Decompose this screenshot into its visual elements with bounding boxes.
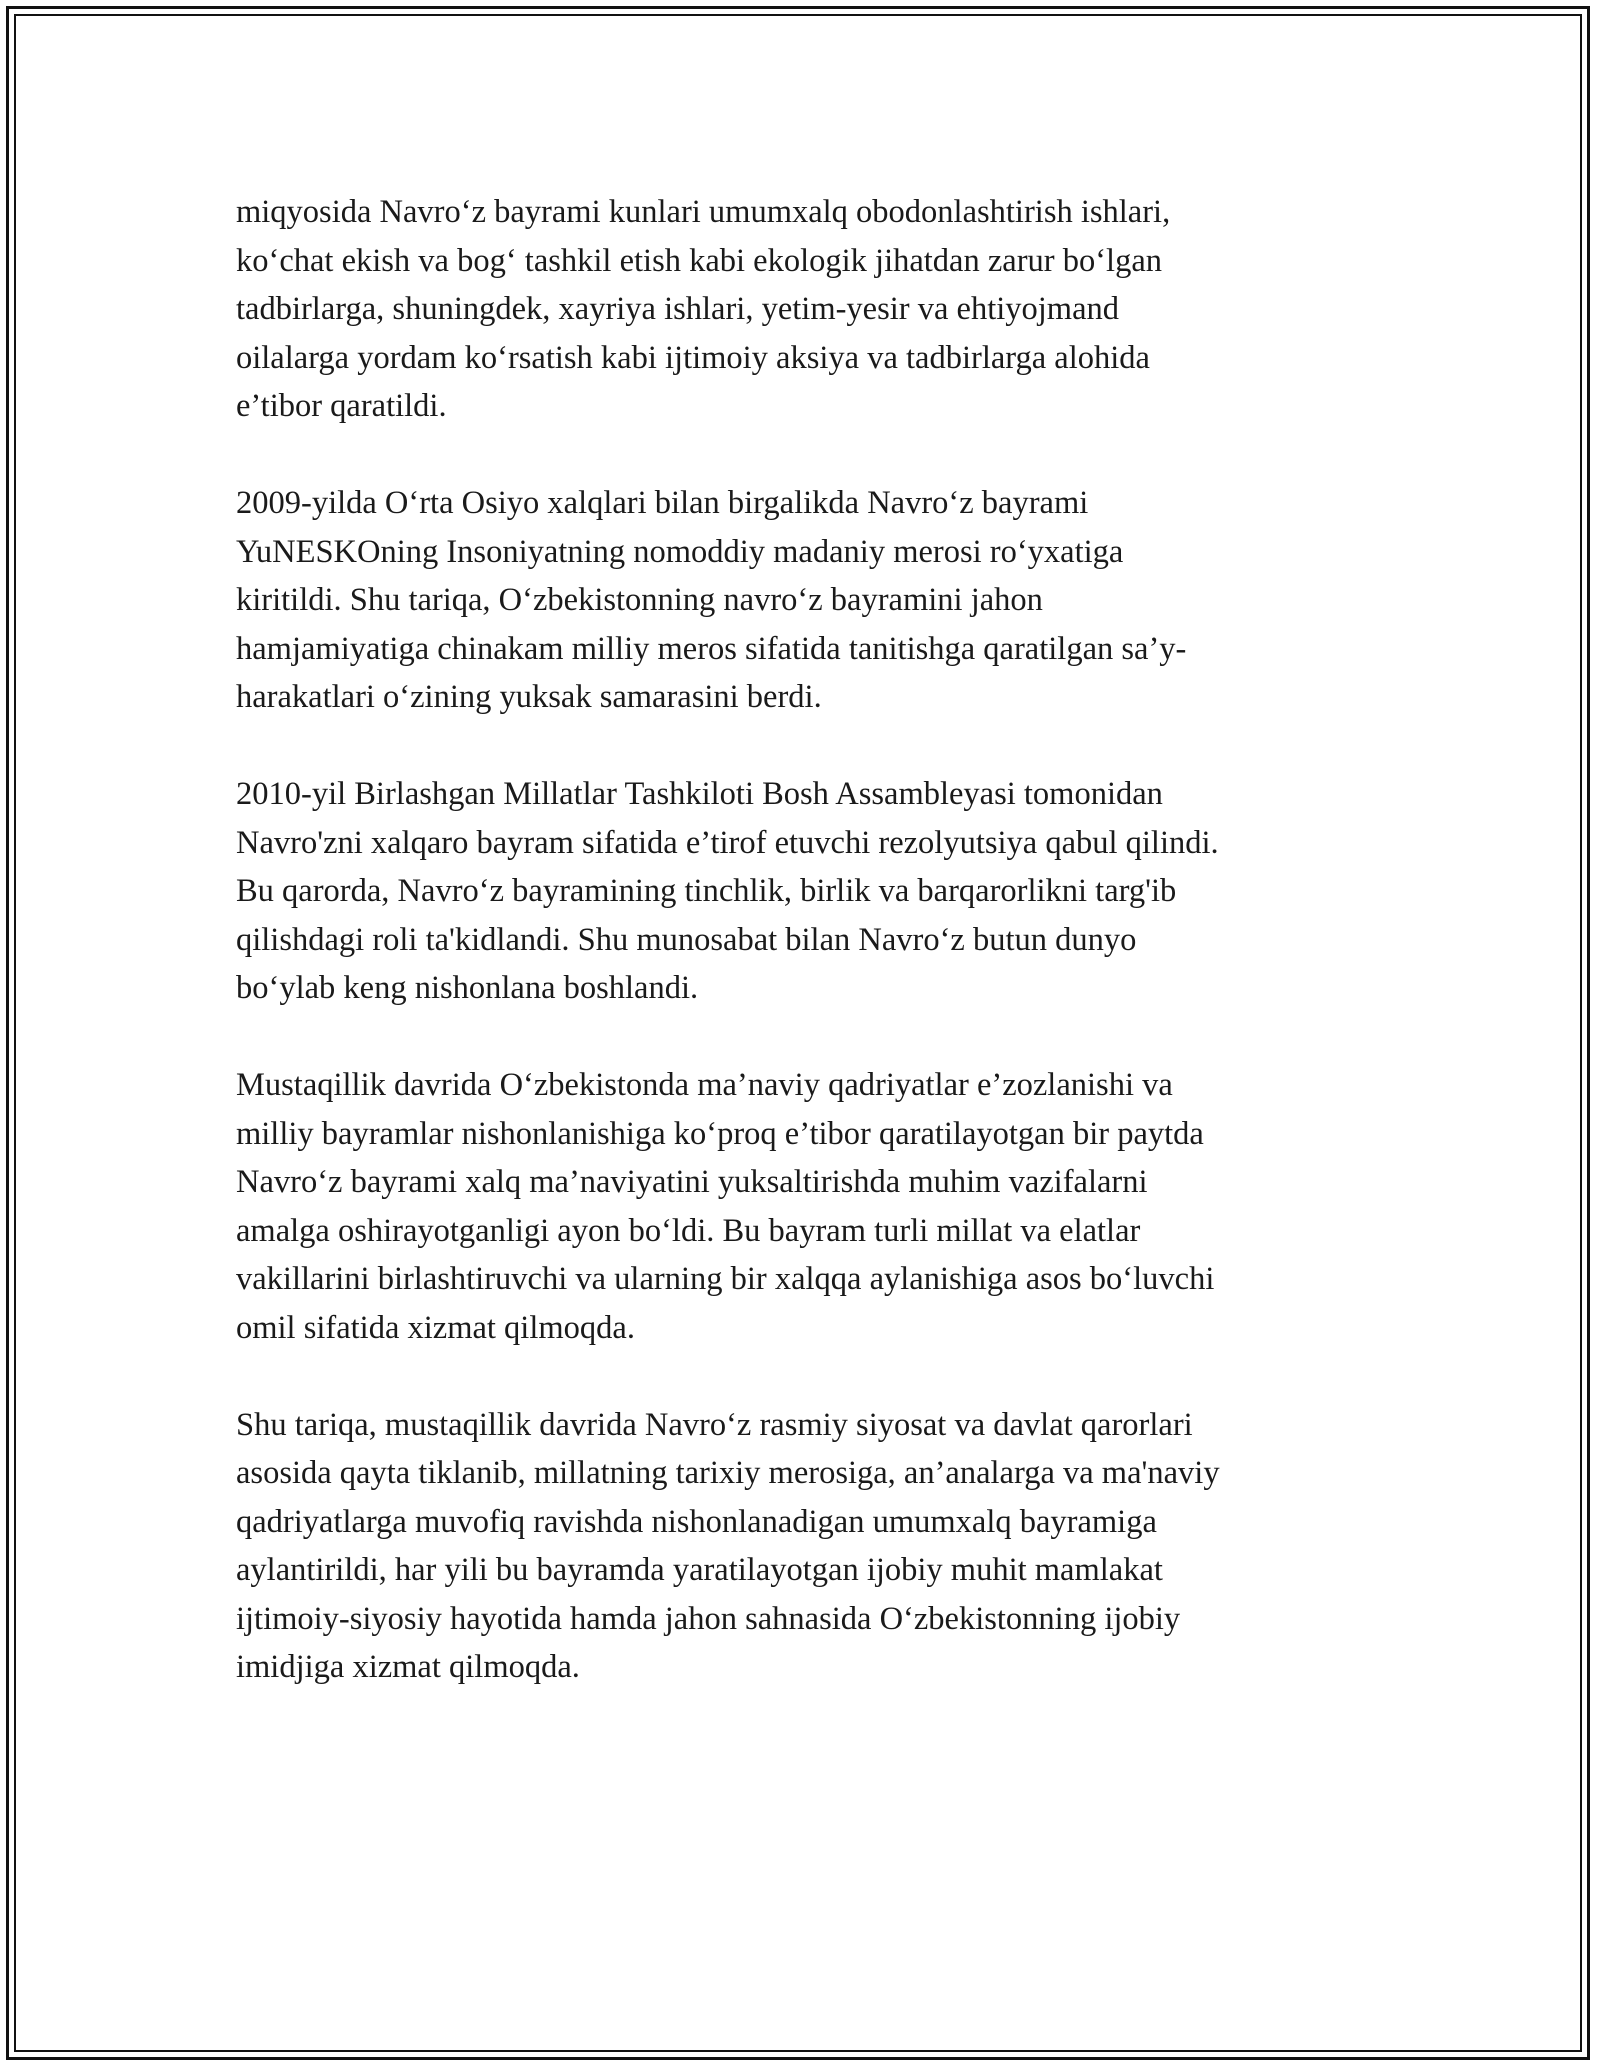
text-line: 2009-yilda O‘rta Osiyo xalqlari bilan birgalikda Navro‘z bayrami — [236, 485, 1089, 521]
document-body — [236, 188, 1376, 1740]
text-line: 2010-yil Birlashgan Millatlar Tashkiloti Bosh Assambleyasi tomonidan — [236, 776, 1163, 812]
text-line: Navro‘z bayrami xalq ma’naviyatini yuksaltirishda muhim vazifalarni — [236, 1164, 1148, 1200]
text-line: Bu qarorda, Navro‘z bayramining tinchlik, birlik va barqarorlikni targ'ib — [236, 873, 1177, 909]
text-line: bo‘ylab keng nishonlana boshlandi. — [236, 970, 699, 1006]
text-line: amalga oshirayotganligi ayon bo‘ldi. Bu bayram turli millat va elatlar — [236, 1212, 1141, 1249]
text-line: harakatlari o‘zining yuksak samarasini berdi. — [236, 679, 822, 715]
text-line: YuNESKOning Insoniyatning nomoddiy madaniy merosi ro‘yxatiga — [236, 533, 1124, 570]
paragraph-4 — [236, 1061, 1376, 1352]
text-line: ijtimoiy-siyosiy hayotida hamda jahon sahnasida O‘zbekistonning ijobiy — [236, 1600, 1181, 1637]
paragraph-3 — [236, 770, 1376, 1013]
text-line: asosida qayta tiklanib, millatning tarixiy merosiga, an’analarga va ma'naviy — [236, 1455, 1220, 1491]
text-line: Navro'zni xalqaro bayram sifatida e’tirof etuvchi rezolyutsiya qabul qilindi. — [236, 824, 1219, 861]
text-line: omil sifatida xizmat qilmoqda. — [236, 1309, 635, 1346]
text-line: miqyosida Navro‘z bayrami kunlari umumxalq obodonlashtirish ishlari, — [236, 194, 1171, 230]
text-line: ko‘chat ekish va bog‘ tashkil etish kabi ekologik jihatdan zarur bo‘lgan — [236, 242, 1162, 279]
paragraph-2 — [236, 479, 1376, 722]
paragraph-1 — [236, 188, 1376, 431]
text-line: vakillarini birlashtiruvchi va ularning bir xalqqa aylanishiga asos bo‘luvchi — [236, 1261, 1215, 1297]
paragraph-5 — [236, 1401, 1376, 1692]
text-line: hamjamiyatiga chinakam milliy meros sifatida tanitishga qaratilgan sa’y- — [236, 630, 1187, 667]
text-line: Shu tariqa, mustaqillik davrida Navro‘z rasmiy siyosat va davlat qarorlari — [236, 1406, 1193, 1443]
text-line: tadbirlarga, shuningdek, xayriya ishlari, yetim-yesir va ehtiyojmand — [236, 291, 1119, 327]
text-line: oilalarga yordam ko‘rsatish kabi ijtimoiy aksiya va tadbirlarga alohida — [236, 339, 1150, 376]
text-line: milliy bayramlar nishonlanishiga ko‘proq e’tibor qaratilayotgan bir paytda — [236, 1115, 1204, 1152]
text-line: e’tibor qaratildi. — [236, 388, 447, 424]
text-line: imidjiga xizmat qilmoqda. — [236, 1649, 580, 1685]
text-line: Mustaqillik davrida O‘zbekistonda ma’naviy qadriyatlar e’zozlanishi va — [236, 1067, 1173, 1103]
text-line: qilishdagi roli ta'kidlandi. Shu munosabat bilan Navro‘z butun dunyo — [236, 921, 1137, 958]
text-line: aylantirildi, har yili bu bayramda yaratilayotgan ijobiy muhit mamlakat — [236, 1552, 1163, 1588]
text-line: qadriyatlarga muvofiq ravishda nishonlanadigan umumxalq bayramiga — [236, 1503, 1157, 1540]
text-line: kiritildi. Shu tariqa, O‘zbekistonning navro‘z bayramini jahon — [236, 582, 1043, 618]
